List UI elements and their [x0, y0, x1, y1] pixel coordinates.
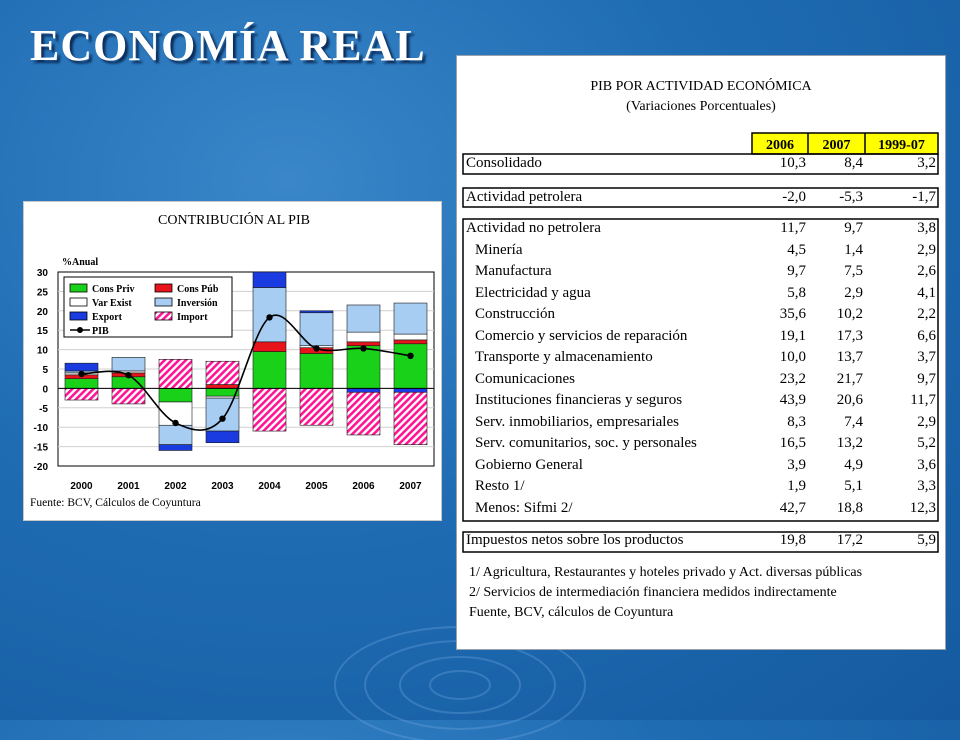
table-row: [457, 242, 945, 263]
bar-segment-import: [206, 361, 239, 384]
y-tick-label: -15: [33, 442, 48, 454]
bar-segment-cons-p-b: [206, 385, 239, 389]
bar-segment-import: [65, 388, 98, 400]
cell-value: 13,7: [836, 349, 863, 365]
x-tick-labels: [70, 481, 422, 492]
table-row: [457, 349, 945, 370]
pib-point: [407, 353, 413, 359]
table-row: [457, 532, 945, 553]
bar-segment-inversi-n: [206, 398, 239, 431]
chart-title: CONTRIBUCIÓN AL PIB: [158, 213, 310, 228]
cell-value: 5,9: [917, 532, 936, 548]
table-footnote: 2/ Servicios de intermediación financiera medidos indirectamente: [469, 585, 837, 600]
cell-value: 17,2: [836, 532, 863, 548]
table-row: [457, 155, 945, 176]
y-tick-label: -10: [33, 423, 48, 435]
x-tick-label: 2005: [305, 481, 328, 492]
cell-value: 2,6: [917, 263, 936, 279]
bar-segment-import: [253, 388, 286, 431]
row-label: Resto 1/: [475, 478, 525, 494]
bar-segment-inversi-n: [347, 305, 380, 332]
column-header-2006: 2006: [766, 138, 794, 153]
legend-swatch: [155, 298, 172, 306]
table-row: [457, 285, 945, 306]
legend-swatch: [70, 298, 87, 306]
legend-label: Var Exist: [92, 298, 132, 309]
bar-segment-cons-priv: [300, 353, 333, 388]
table-footnote: Fuente, BCV, cálculos de Coyuntura: [469, 605, 674, 620]
cell-value: 19,1: [779, 327, 806, 344]
cell-value: 3,7: [917, 349, 936, 365]
cell-value: 8,3: [787, 413, 806, 430]
x-tick-label: 2002: [164, 481, 187, 492]
x-tick-label: 2007: [399, 481, 422, 492]
cell-value: 1,4: [844, 241, 863, 258]
bar-segment-cons-priv: [65, 379, 98, 389]
table-row: [457, 189, 945, 210]
bar-segment-var-exist: [347, 332, 380, 342]
cell-value: 11,7: [780, 220, 806, 236]
pib-point: [219, 415, 225, 421]
bar-segment-export: [300, 311, 333, 313]
cell-value: 3,9: [787, 456, 806, 473]
cell-value: 23,2: [779, 370, 806, 387]
bar-segment-export: [65, 363, 98, 371]
pib-point: [313, 345, 319, 351]
bar-segment-import: [112, 388, 145, 404]
table-row: [457, 392, 945, 413]
table-row: [457, 414, 945, 435]
bar-segment-import: [300, 388, 333, 425]
table-row: [457, 328, 945, 349]
pib-point: [125, 372, 131, 378]
table-row: [457, 435, 945, 456]
row-label: Serv. inmobiliarios, empresariales: [475, 413, 679, 430]
cell-value: 7,5: [844, 263, 863, 279]
row-label: Serv. comunitarios, soc. y personales: [475, 435, 697, 451]
cell-value: 13,2: [836, 435, 863, 451]
bar-segment-inversi-n: [112, 357, 145, 371]
row-label: Gobierno General: [475, 456, 583, 473]
bar-segment-cons-p-b: [253, 342, 286, 352]
chart-source: Fuente: BCV, Cálculos de Coyuntura: [30, 497, 201, 509]
cell-value: 3,6: [917, 456, 936, 473]
cell-value: 18,8: [836, 499, 863, 516]
legend-swatch: [70, 284, 87, 292]
cell-value: 10,3: [779, 155, 806, 171]
bar-segment-import: [159, 359, 192, 388]
x-tick-label: 2000: [70, 481, 93, 492]
cell-value: 2,9: [917, 241, 936, 258]
x-tick-label: 2006: [352, 481, 375, 492]
bar-segment-cons-priv: [347, 346, 380, 389]
bar-segment-var-exist: [394, 334, 427, 340]
pib-point: [360, 345, 366, 351]
cell-value: 10,2: [836, 306, 863, 322]
legend-label: Export: [92, 312, 122, 323]
legend-label: Cons Priv: [92, 284, 135, 295]
bar-segment-inversi-n: [394, 303, 427, 334]
bar-segment-import: [394, 392, 427, 444]
table-row: [457, 500, 945, 521]
chart-legend: [64, 277, 232, 337]
legend-label: Import: [177, 312, 208, 323]
legend-line-marker: [77, 327, 83, 333]
row-label: Instituciones financieras y seguros: [475, 392, 683, 408]
row-label: Consolidado: [466, 155, 542, 171]
gdp-activity-table-panel: [456, 55, 946, 650]
table-title: PIB POR ACTIVIDAD ECONÓMICA: [590, 79, 812, 94]
row-label: Construcción: [475, 306, 555, 322]
bar-segment-export: [206, 431, 239, 443]
row-label: Comunicaciones: [475, 370, 575, 387]
legend-label: Cons Púb: [177, 284, 219, 295]
cell-value: 6,6: [917, 327, 936, 344]
contribution-chart: [24, 202, 441, 520]
table-footnote: 1/ Agricultura, Restaurantes y hoteles privado y Act. diversas públicas: [469, 565, 863, 580]
row-label: Actividad petrolera: [466, 189, 583, 205]
bar-segment-cons-priv: [394, 344, 427, 389]
cell-value: 10,0: [779, 349, 806, 365]
legend-swatch: [155, 284, 172, 292]
y-tick-label: -5: [39, 403, 48, 415]
legend-label: PIB: [92, 326, 109, 337]
pib-point: [78, 371, 84, 377]
x-tick-label: 2004: [258, 481, 281, 492]
cell-value: 4,1: [917, 284, 936, 301]
legend-swatch: [155, 312, 172, 320]
cell-value: 2,9: [917, 413, 936, 430]
x-tick-label: 2001: [117, 481, 140, 492]
legend-swatch: [70, 312, 87, 320]
table-row: [457, 220, 945, 241]
bar-segment-cons-p-b: [394, 340, 427, 344]
cell-value: 19,8: [779, 532, 806, 548]
y-tick-label: 5: [42, 365, 48, 376]
cell-value: 5,1: [844, 478, 863, 494]
cell-value: 2,9: [844, 284, 863, 301]
cell-value: 7,4: [844, 413, 863, 430]
row-label: Actividad no petrolera: [466, 220, 601, 236]
cell-value: 11,7: [910, 392, 936, 408]
y-tick-label: 25: [36, 287, 48, 299]
table-subtitle: (Variaciones Porcentuales): [626, 99, 776, 114]
cell-value: 21,7: [836, 370, 863, 387]
bar-segment-export: [253, 272, 286, 288]
y-axis-label: %Anual: [62, 257, 99, 268]
table-row: [457, 263, 945, 284]
table-row: [457, 478, 945, 499]
table-row: [457, 371, 945, 392]
row-label: Comercio y servicios de reparación: [475, 327, 688, 344]
bar-segment-export: [159, 445, 192, 451]
y-tick-label: 30: [36, 268, 48, 279]
page-title: ECONOMÍA REAL: [30, 21, 426, 70]
cell-value: 43,9: [779, 392, 806, 408]
cell-value: 3,3: [917, 478, 936, 494]
cell-value: 9,7: [844, 220, 863, 236]
cell-value: 1,9: [787, 478, 806, 494]
cell-value: -2,0: [782, 189, 806, 205]
row-label: Impuestos netos sobre los productos: [466, 532, 684, 548]
y-tick-label: 15: [36, 326, 48, 338]
y-tick-label: 20: [36, 306, 48, 318]
cell-value: 35,6: [779, 306, 806, 322]
cell-value: -1,7: [912, 189, 936, 205]
bar-segment-cons-priv: [206, 388, 239, 396]
row-label: Menos: Sifmi 2/: [475, 499, 573, 516]
cell-value: 9,7: [787, 263, 806, 279]
cell-value: 4,9: [844, 456, 863, 473]
bar-segment-cons-priv: [253, 352, 286, 389]
cell-value: 4,5: [787, 241, 806, 258]
bar-segment-import: [347, 392, 380, 435]
column-header-2007: 2007: [822, 138, 851, 153]
bar-segment-export: [394, 388, 427, 392]
cell-value: -5,3: [839, 189, 863, 205]
row-label: Manufactura: [475, 263, 552, 279]
pib-point: [266, 314, 272, 320]
y-tick-label: 0: [42, 384, 48, 396]
column-header-1999-07: 1999-07: [878, 138, 925, 153]
y-tick-labels: [34, 268, 49, 473]
cell-value: 2,2: [917, 306, 936, 322]
pib-point: [172, 420, 178, 426]
bar-segment-cons-priv: [112, 377, 145, 389]
table-row: [457, 457, 945, 478]
bar-segment-export: [347, 388, 380, 392]
cell-value: 42,7: [779, 499, 806, 516]
y-tick-label: -20: [33, 462, 48, 473]
x-tick-label: 2003: [211, 481, 234, 492]
cell-value: 3,8: [917, 220, 936, 236]
cell-value: 17,3: [836, 327, 863, 344]
table-row: [457, 306, 945, 327]
cell-value: 5,8: [787, 284, 806, 301]
cell-value: 16,5: [779, 435, 806, 451]
bar-segment-cons-priv: [159, 388, 192, 402]
contribution-chart-panel: [23, 201, 442, 521]
bar-segment-cons-p-b: [347, 342, 380, 346]
cell-value: 3,2: [917, 155, 936, 171]
cell-value: 8,4: [844, 155, 863, 171]
row-label: Minería: [475, 241, 523, 258]
legend-label: Inversión: [177, 298, 218, 309]
row-label: Transporte y almacenamiento: [475, 349, 653, 365]
y-tick-label: 10: [36, 345, 48, 357]
cell-value: 9,7: [917, 370, 936, 387]
row-label: Electricidad y agua: [475, 284, 591, 301]
cell-value: 5,2: [917, 435, 936, 451]
cell-value: 20,6: [836, 392, 863, 408]
cell-value: 12,3: [909, 499, 936, 516]
